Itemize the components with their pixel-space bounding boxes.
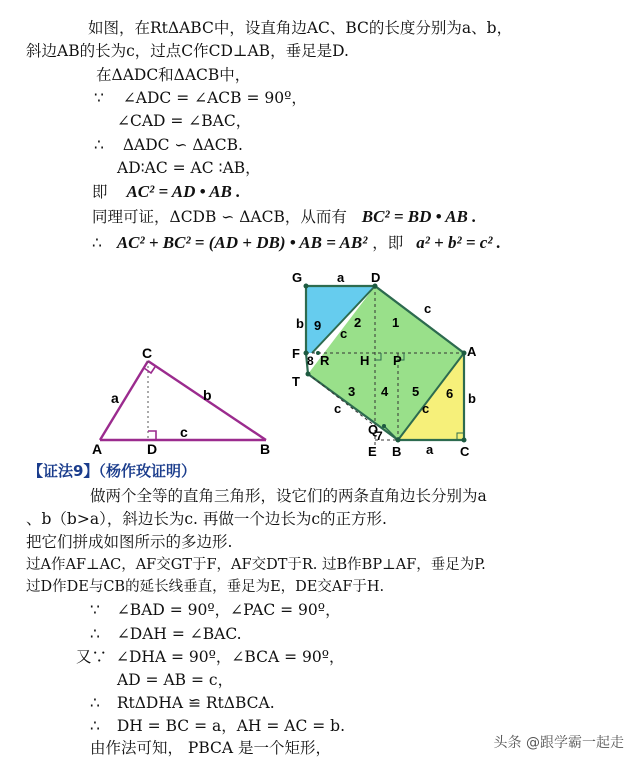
intro-line-10: ∴ AC² + BC² = (AD + DB) • AB = AB² ，即 a² + b² = c² . (92, 233, 501, 252)
proof-step-7: 由作法可知， PBCA 是一个矩形， (90, 739, 332, 757)
composite-polygon-figure (288, 268, 496, 460)
intro-line-2: 斜边AB的长为c，过点C作CD⊥AB，垂足是D. (26, 42, 349, 60)
intro-line-7: AD∶AC = AC ∶AB， (117, 159, 261, 177)
equation-sum: AC² + BC² = (AD + DB) • AB = AB² (116, 233, 368, 252)
therefore-symbol: ∴ (94, 136, 104, 154)
side-label-b-left: b (296, 316, 304, 331)
region-number-6: 6 (446, 386, 454, 401)
because-symbol: ∵ (94, 89, 104, 107)
region-number-5: 5 (412, 384, 420, 399)
label-d: D (371, 270, 381, 285)
proof-line-2: 、b（b>a），斜边长为c. 再做一个边长为c的正方形. (26, 510, 387, 528)
label-p: P (393, 353, 402, 368)
proof-step-4: AD = AB = c， (117, 671, 234, 689)
label-b-side: b (203, 387, 212, 403)
proof-line-5: 过D作DE与CB的延长线垂直，垂足为E，DE交AF于H. (26, 579, 385, 595)
label-g: G (292, 270, 303, 285)
intro-line-3: 在ΔADC和ΔACB中， (96, 66, 251, 84)
label-e: E (368, 444, 377, 459)
proof-step-5: ∴ RtΔDHA ≌ RtΔBCA. (90, 694, 275, 712)
proof-line-4: 过A作AF⊥AC，AF交GT于F，AF交DT于R. 过B作BP⊥AF，垂足为P. (26, 557, 486, 573)
vertex-dot-q (382, 424, 386, 428)
region-number-9: 9 (314, 318, 322, 333)
side-label-c-inner-2: c (422, 401, 430, 416)
label-r: R (320, 353, 330, 368)
label-a: A (467, 344, 477, 359)
right-angle-mark-c (144, 367, 155, 373)
right-triangle-figure (88, 340, 278, 460)
proof-step-6: ∴ DH = BC = a，AH = AC = b. (90, 717, 346, 735)
intro-line-9: 同理可证，ΔCDB ∽ ΔACB，从而有 BC² = BD • AB . (92, 207, 477, 226)
region-number-2: 2 (354, 315, 362, 330)
proof-line-1: 做两个全等的直角三角形，设它们的两条直角边长分别为a (90, 487, 487, 505)
vertex-dot-c (462, 438, 467, 443)
proof-step-3: 又∵ ∠DHA = 90º，∠BCA = 90º， (76, 648, 345, 666)
region-number-3: 3 (348, 384, 356, 399)
proof-line-3: 把它们拼成如图所示的多边形. (26, 533, 233, 551)
label-h: H (360, 353, 370, 368)
proof-title: 【证法9】（杨作玫证明） (28, 462, 196, 480)
right-angle-mark-d (148, 431, 156, 440)
triangle-edge-ac (100, 361, 148, 440)
vertex-dot-t (306, 372, 311, 377)
intro-line-5: ∠CAD = ∠BAC， (117, 112, 252, 130)
label-a-vertex: A (92, 441, 103, 457)
label-f: F (292, 346, 300, 361)
region-number-1: 1 (392, 315, 400, 330)
label-a-side: a (111, 390, 119, 406)
intro-line-4: ∵ ∠ADC = ∠ACB = 90º， (94, 89, 307, 107)
intro-line-6: ∴ ΔADC ∽ ΔACB. (94, 136, 243, 154)
label-d-vertex: D (147, 441, 158, 457)
label-b-vertex: B (260, 441, 271, 457)
side-label-c-right: c (424, 301, 432, 316)
region-number-4: 4 (381, 384, 389, 399)
side-label-b-right: b (468, 391, 476, 406)
equation-bc-squared: BC² = BD • AB . (361, 207, 477, 226)
label-q: Q (368, 422, 379, 437)
region-number-7: 7 (376, 429, 383, 443)
side-label-c-inner-1: c (340, 326, 348, 341)
intro-line-8: 即 AC² = AD • AB . (92, 182, 241, 201)
side-label-a-top: a (337, 270, 345, 285)
label-b: B (392, 444, 402, 459)
vertex-dot-b (396, 438, 401, 443)
equation-pythagoras: a² + b² = c² . (416, 233, 501, 252)
label-c-side: c (180, 424, 188, 440)
label-c-vertex: C (142, 345, 153, 361)
intro-line-1: 如图，在RtΔABC中，设直角边AC、BC的长度分别为a、b， (88, 19, 513, 37)
proof-step-2: ∴ ∠DAH = ∠BAC. (90, 625, 242, 643)
side-label-a-bottom: a (426, 442, 434, 457)
vertex-dot-a (462, 351, 467, 356)
equation-ac-squared: AC² = AD • AB . (126, 182, 241, 201)
vertex-dot-g (304, 284, 309, 289)
side-label-c-left: c (334, 401, 342, 416)
region-number-8: 8 (307, 354, 314, 368)
label-c: C (460, 444, 470, 459)
label-t: T (292, 374, 300, 389)
watermark: 头条 @跟学霸一起走 (493, 735, 624, 751)
proof-step-1: ∵ ∠BAD = 90º，∠PAC = 90º， (90, 601, 341, 619)
